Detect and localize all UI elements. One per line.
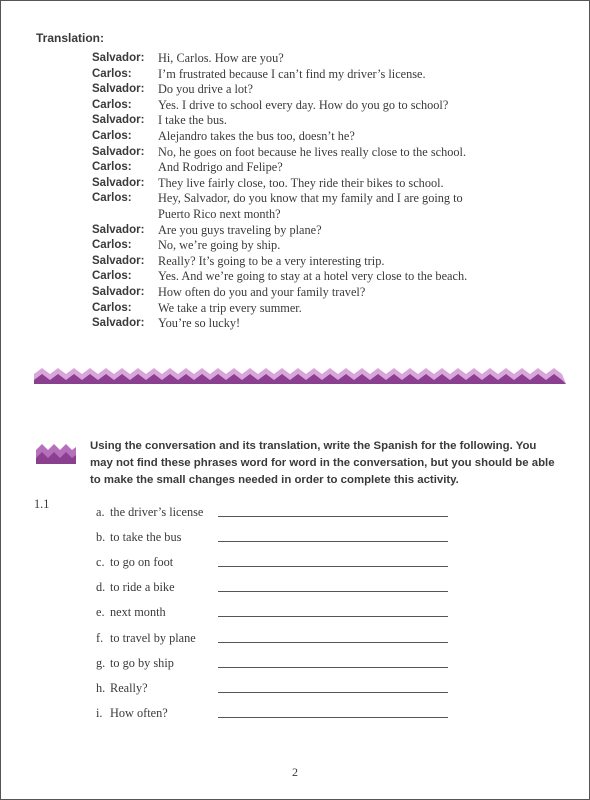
speech-text: Really? It’s going to be a very interesting trip. <box>158 253 385 268</box>
speech-text: Alejandro takes the bus too, doesn’t he? <box>158 128 355 143</box>
dialogue-line <box>92 98 532 114</box>
speech-text: Yes. I drive to school every day. How do you go to school? <box>158 97 449 112</box>
dialogue-line <box>92 269 532 285</box>
item-letter: a. <box>96 505 105 520</box>
speaker-name: Salvador: <box>92 83 145 96</box>
speaker-name <box>92 207 158 223</box>
speaker-name: Salvador: <box>92 285 145 298</box>
item-prompt: to take the bus <box>110 530 182 545</box>
answer-blank[interactable] <box>218 642 448 643</box>
dialogue-line <box>92 238 532 254</box>
instructions: Using the conversation and its translation, write the Spanish for the following. You may not find these phrases word for word in the conversation, but you should be able to make the small changes needed in order to complete this activity. <box>90 440 555 486</box>
answer-blank[interactable] <box>218 692 448 693</box>
speech-text: They live fairly close, too. They ride their bikes to school. <box>158 175 444 190</box>
speaker-name: Carlos: <box>92 67 132 80</box>
speech-text: No, we’re going by ship. <box>158 238 281 253</box>
speaker-name: Carlos: <box>92 129 132 142</box>
speech-text: We take a trip every summer. <box>158 300 302 315</box>
item-letter: g. <box>96 655 106 670</box>
dialogue-line <box>92 316 532 332</box>
activity-item <box>96 646 456 671</box>
dialogue-line <box>92 285 532 301</box>
item-prompt: How often? <box>110 705 168 720</box>
dialogue-line <box>92 223 532 239</box>
speech-text: Hi, Carlos. How are you? <box>158 51 284 65</box>
speech-text: Hey, Salvador, do you know that my family and I are going to <box>158 191 463 206</box>
activity-item <box>96 545 456 570</box>
dialogue <box>92 51 532 332</box>
speaker-name: Carlos: <box>92 192 132 205</box>
speaker-name: Carlos: <box>92 98 132 111</box>
item-letter: h. <box>96 680 106 695</box>
activity-items <box>96 495 456 721</box>
item-prompt: the driver’s license <box>110 505 204 520</box>
speaker-name: Salvador: <box>92 145 145 158</box>
item-letter: f. <box>96 630 104 645</box>
item-letter: i. <box>96 705 103 720</box>
speaker-name: Salvador: <box>92 223 145 236</box>
speech-text: Yes. And we’re going to stay at a hotel very close to the beach. <box>158 269 468 284</box>
item-letter: e. <box>96 605 105 620</box>
speech-text: Puerto Rico next month? <box>158 206 281 221</box>
speaker-name: Carlos: <box>92 270 132 283</box>
activity-item <box>96 570 456 595</box>
dialogue-line <box>92 160 532 176</box>
answer-blank[interactable] <box>218 616 448 617</box>
speaker-name: Carlos: <box>92 239 132 252</box>
dialogue-line <box>92 82 532 98</box>
speech-text: Are you guys traveling by plane? <box>158 222 322 237</box>
activity-item <box>96 696 456 721</box>
activity-item <box>96 671 456 696</box>
speaker-name: Salvador: <box>92 317 145 330</box>
item-letter: d. <box>96 580 106 595</box>
speaker-name: Salvador: <box>92 114 145 127</box>
speaker-name: Salvador: <box>92 52 145 64</box>
dialogue-line <box>92 145 532 161</box>
item-prompt: to travel by plane <box>110 630 196 645</box>
answer-blank[interactable] <box>218 591 448 592</box>
dialogue-line <box>92 67 532 83</box>
speech-text: No, he goes on foot because he lives really close to the school. <box>158 144 467 159</box>
dialogue-line <box>92 113 532 129</box>
activity-item <box>96 495 456 520</box>
item-letter: b. <box>96 530 106 545</box>
speaker-name: Carlos: <box>92 161 132 174</box>
speech-text: Do you drive a lot? <box>158 82 253 97</box>
page-number: 2 <box>292 765 298 779</box>
speaker-name: Carlos: <box>92 301 132 314</box>
wave-divider <box>34 362 566 384</box>
dialogue-line <box>92 207 532 223</box>
speech-text: You’re so lucky! <box>158 316 241 331</box>
zigzag-bullet-icon <box>36 440 76 464</box>
item-letter: c. <box>96 555 105 570</box>
speech-text: I’m frustrated because I can’t find my driver’s license. <box>158 66 426 81</box>
item-prompt: Really? <box>110 680 148 695</box>
speech-text: How often do you and your family travel? <box>158 284 366 299</box>
activity-number: 1.1 <box>34 497 50 511</box>
item-prompt: to go by ship <box>110 655 174 670</box>
item-prompt: to ride a bike <box>110 580 175 595</box>
item-prompt: next month <box>110 605 166 620</box>
activity-item <box>96 620 456 645</box>
speaker-name: Salvador: <box>92 176 145 189</box>
dialogue-line <box>92 129 532 145</box>
speech-text: And Rodrigo and Felipe? <box>158 160 283 175</box>
translation-heading: Translation: <box>36 31 105 45</box>
answer-blank[interactable] <box>218 667 448 668</box>
dialogue-line <box>92 301 532 317</box>
activity-item <box>96 595 456 620</box>
dialogue-line <box>92 191 532 207</box>
speech-text: I take the bus. <box>158 113 227 128</box>
item-prompt: to go on foot <box>110 555 174 570</box>
answer-blank[interactable] <box>218 566 448 567</box>
dialogue-line <box>92 51 532 67</box>
activity-item <box>96 520 456 545</box>
dialogue-line <box>92 254 532 270</box>
speaker-name: Salvador: <box>92 254 145 267</box>
dialogue-line <box>92 176 532 192</box>
answer-blank[interactable] <box>218 516 448 517</box>
answer-blank[interactable] <box>218 541 448 542</box>
answer-blank[interactable] <box>218 717 448 718</box>
